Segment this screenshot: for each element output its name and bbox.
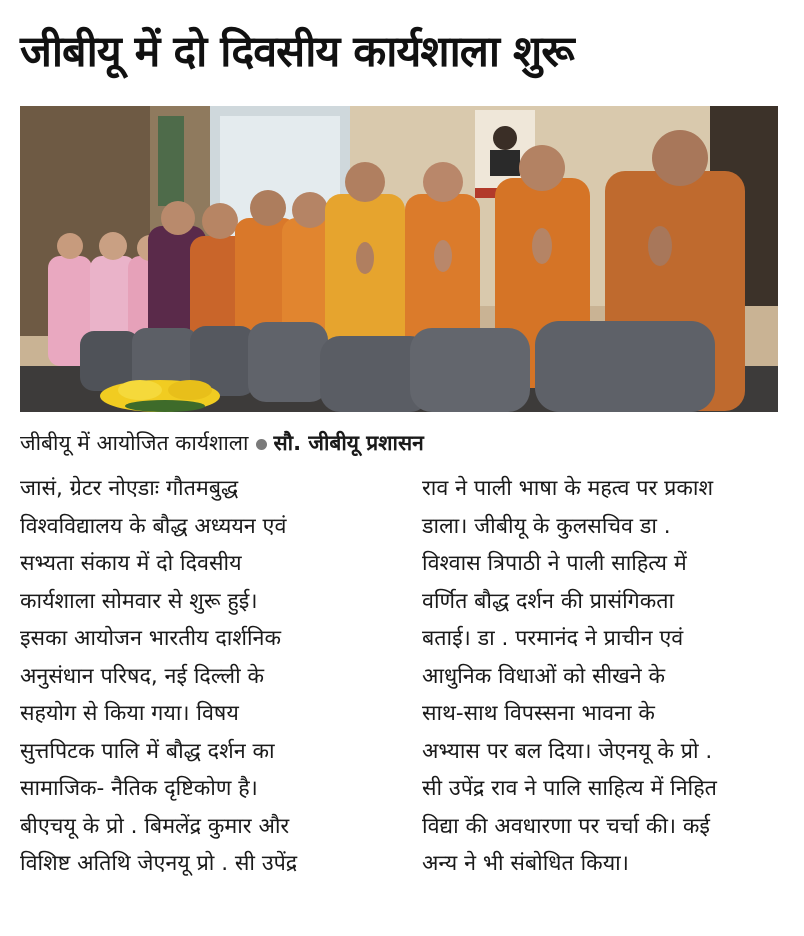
body-line: साथ-साथ विपस्सना भावना के <box>422 701 655 726</box>
photo-caption <box>20 428 780 458</box>
body-line: अभ्यास पर बल दिया। जेएनयू के प्रो . <box>422 738 713 764</box>
body-line: जासं, ग्रेटर नोएडाः गौतमबुद्ध <box>20 476 239 501</box>
body-line: सी उपेंद्र राव ने पालि साहित्य में निहित <box>422 776 717 801</box>
body-line: डाला। जीबीयू के कुलसचिव डा . <box>422 513 671 539</box>
article-column-left <box>20 470 375 883</box>
body-line: बताई। डा . परमानंद ने प्राचीन एवं <box>422 626 684 651</box>
body-line: राव ने पाली भाषा के महत्व पर प्रकाश <box>422 476 714 501</box>
body-line: अन्य ने भी संबोधित किया। <box>422 851 629 876</box>
body-line: इसका आयोजन भारतीय दार्शनिक <box>20 626 281 651</box>
body-line: आधुनिक विधाओं को सीखने के <box>422 663 666 689</box>
photo-credit: सौ. जीबीयू प्रशासन <box>273 431 424 455</box>
body-line: सामाजिक- नैतिक दृष्टिकोण है। <box>20 776 258 801</box>
article-column-right <box>422 470 777 883</box>
body-line: वर्णित बौद्ध दर्शन की प्रासंगिकता <box>422 588 675 614</box>
body-line: विश्वास त्रिपाठी ने पाली साहित्य में <box>422 551 687 576</box>
bullet-icon <box>256 439 267 450</box>
body-line: बीएचयू के प्रो . बिमलेंद्र कुमार और <box>20 813 290 839</box>
news-photo <box>20 106 778 412</box>
caption-text: जीबीयू में आयोजित कार्यशाला <box>20 431 249 455</box>
body-line: विशिष्ट अतिथि जेएनयू प्रो . सी उपेंद्र <box>20 851 298 876</box>
body-line: कार्यशाला सोमवार से शुरू हुई। <box>20 588 258 614</box>
headline: जीबीयू में दो दिवसीय कार्यशाला शुरू <box>20 27 574 77</box>
body-line: विश्वविद्यालय के बौद्ध अध्ययन एवं <box>20 513 287 539</box>
body-line: विद्या की अवधारणा पर चर्चा की। कई <box>422 813 710 839</box>
photo-illustration <box>20 106 778 412</box>
body-line: सभ्यता संकाय में दो दिवसीय <box>20 551 242 576</box>
body-line: सहयोग से किया गया। विषय <box>20 701 239 726</box>
body-line: सुत्तपिटक पालि में बौद्ध दर्शन का <box>20 738 275 764</box>
body-line: अनुसंधान परिषद, नई दिल्ली के <box>20 663 265 689</box>
article-body <box>20 470 780 920</box>
flower-arrangement <box>100 380 220 412</box>
